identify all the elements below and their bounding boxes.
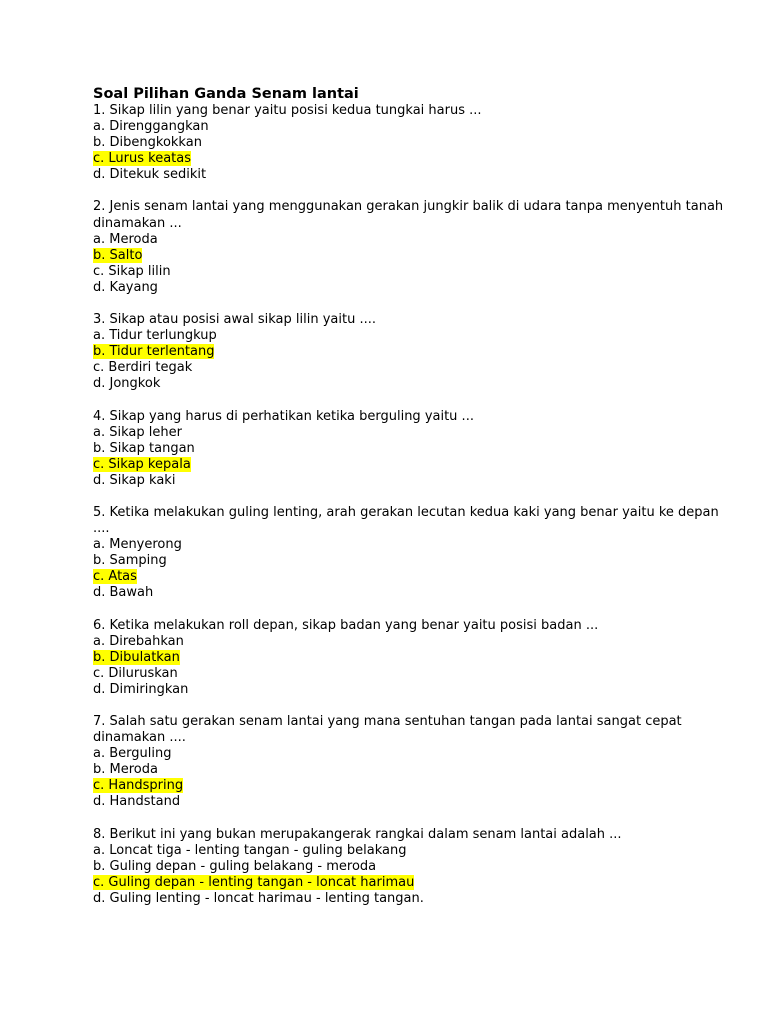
question-text: 1. Sikap lilin yang benar yaitu posisi kedua tungkai harus ... (93, 103, 482, 118)
option-label: d. Jongkok (93, 376, 161, 392)
option-b (93, 344, 733, 360)
question-2 (93, 199, 733, 296)
option-d (93, 280, 733, 296)
question-text: 5. Ketika melakukan guling lenting, arah gerakan lecutan kedua kaki yang benar yaitu ke depan .... (93, 504, 719, 537)
option-b (93, 553, 733, 569)
option-label-answer: b. Tidur terlentang (93, 344, 215, 360)
option-c (93, 151, 733, 167)
option-label-answer: b. Salto (93, 247, 143, 263)
question-text: 4. Sikap yang harus di perhatikan ketika berguling yaitu ... (93, 408, 474, 424)
option-label: b. Sikap tangan (93, 440, 195, 456)
option-label: c. Diluruskan (93, 665, 178, 681)
option-label: a. Sikap leher (93, 424, 182, 440)
option-c (93, 457, 733, 473)
option-label: d. Guling lenting - loncat harimau - lenting tangan. (93, 890, 424, 906)
option-d (93, 585, 733, 601)
option-a (93, 328, 733, 344)
option-a (93, 843, 733, 859)
option-label: d. Handstand (93, 794, 181, 810)
option-a (93, 119, 733, 135)
option-b (93, 135, 733, 151)
option-label-answer: c. Atas (93, 569, 137, 585)
option-b (93, 762, 733, 778)
option-label: b. Dibengkokkan (93, 135, 202, 151)
option-label: c. Sikap lilin (93, 263, 171, 279)
option-d (93, 682, 733, 698)
option-label-answer: b. Dibulatkan (93, 649, 180, 665)
document-title: Soal Pilihan Ganda Senam lantai (93, 86, 359, 102)
option-d (93, 794, 733, 810)
option-label: a. Loncat tiga - lenting tangan - guling belakang (93, 842, 407, 858)
option-d (93, 473, 733, 489)
option-label: a. Berguling (93, 746, 172, 762)
option-a (93, 634, 733, 650)
option-b (93, 441, 733, 457)
option-label: c. Berdiri tegak (93, 360, 193, 376)
option-b (93, 859, 733, 875)
option-a (93, 746, 733, 762)
question-text: 8. Berikut ini yang bukan merupakangerak rangkai dalam senam lantai adalah ... (93, 826, 622, 842)
question-text: 2. Jenis senam lantai yang menggunakan gerakan jungkir balik di udara tanpa menyentuh tanah dinamakan ... (93, 199, 724, 231)
option-c (93, 569, 733, 585)
option-a (93, 425, 733, 441)
option-c (93, 264, 733, 280)
question-4 (93, 409, 733, 489)
option-c (93, 360, 733, 376)
question-3 (93, 312, 733, 392)
option-label-answer: c. Sikap kepala (93, 456, 191, 472)
option-d (93, 167, 733, 183)
option-label: a. Direbahkan (93, 633, 184, 649)
option-label: a. Menyerong (93, 537, 182, 553)
option-label-answer: c. Guling depan - lenting tangan - loncat harimau (93, 874, 415, 890)
question-text: 3. Sikap atau posisi awal sikap lilin yaitu .... (93, 312, 376, 328)
option-c (93, 875, 733, 891)
option-a (93, 537, 733, 553)
option-label: d. Kayang (93, 279, 158, 295)
question-8 (93, 827, 733, 907)
option-label-answer: c. Handspring (93, 778, 184, 794)
option-b (93, 248, 733, 264)
option-d (93, 376, 733, 392)
option-label: b. Samping (93, 553, 167, 569)
question-6 (93, 618, 733, 698)
question-1 (93, 103, 733, 183)
option-label: d. Dimiringkan (93, 681, 189, 697)
question-text: 7. Salah satu gerakan senam lantai yang mana sentuhan tangan pada lantai sangat cepat dinamakan .... (93, 714, 682, 746)
option-b (93, 650, 733, 666)
document-page (93, 86, 733, 923)
option-label: a. Tidur terlungkup (93, 328, 217, 344)
option-label-answer: c. Lurus keatas (93, 151, 192, 167)
option-label: a. Meroda (93, 231, 158, 247)
option-c (93, 666, 733, 682)
option-a (93, 232, 733, 248)
question-text: 6. Ketika melakukan roll depan, sikap badan yang benar yaitu posisi badan ... (93, 617, 599, 633)
option-label: a. Direnggangkan (93, 119, 209, 135)
question-5 (93, 505, 733, 602)
option-label: d. Bawah (93, 585, 154, 601)
option-label: b. Guling depan - guling belakang - meroda (93, 858, 377, 874)
question-7 (93, 714, 733, 811)
option-label: d. Ditekuk sedikit (93, 167, 207, 183)
option-label: d. Sikap kaki (93, 472, 176, 488)
option-label: b. Meroda (93, 762, 158, 778)
option-c (93, 778, 733, 794)
option-d (93, 891, 733, 907)
